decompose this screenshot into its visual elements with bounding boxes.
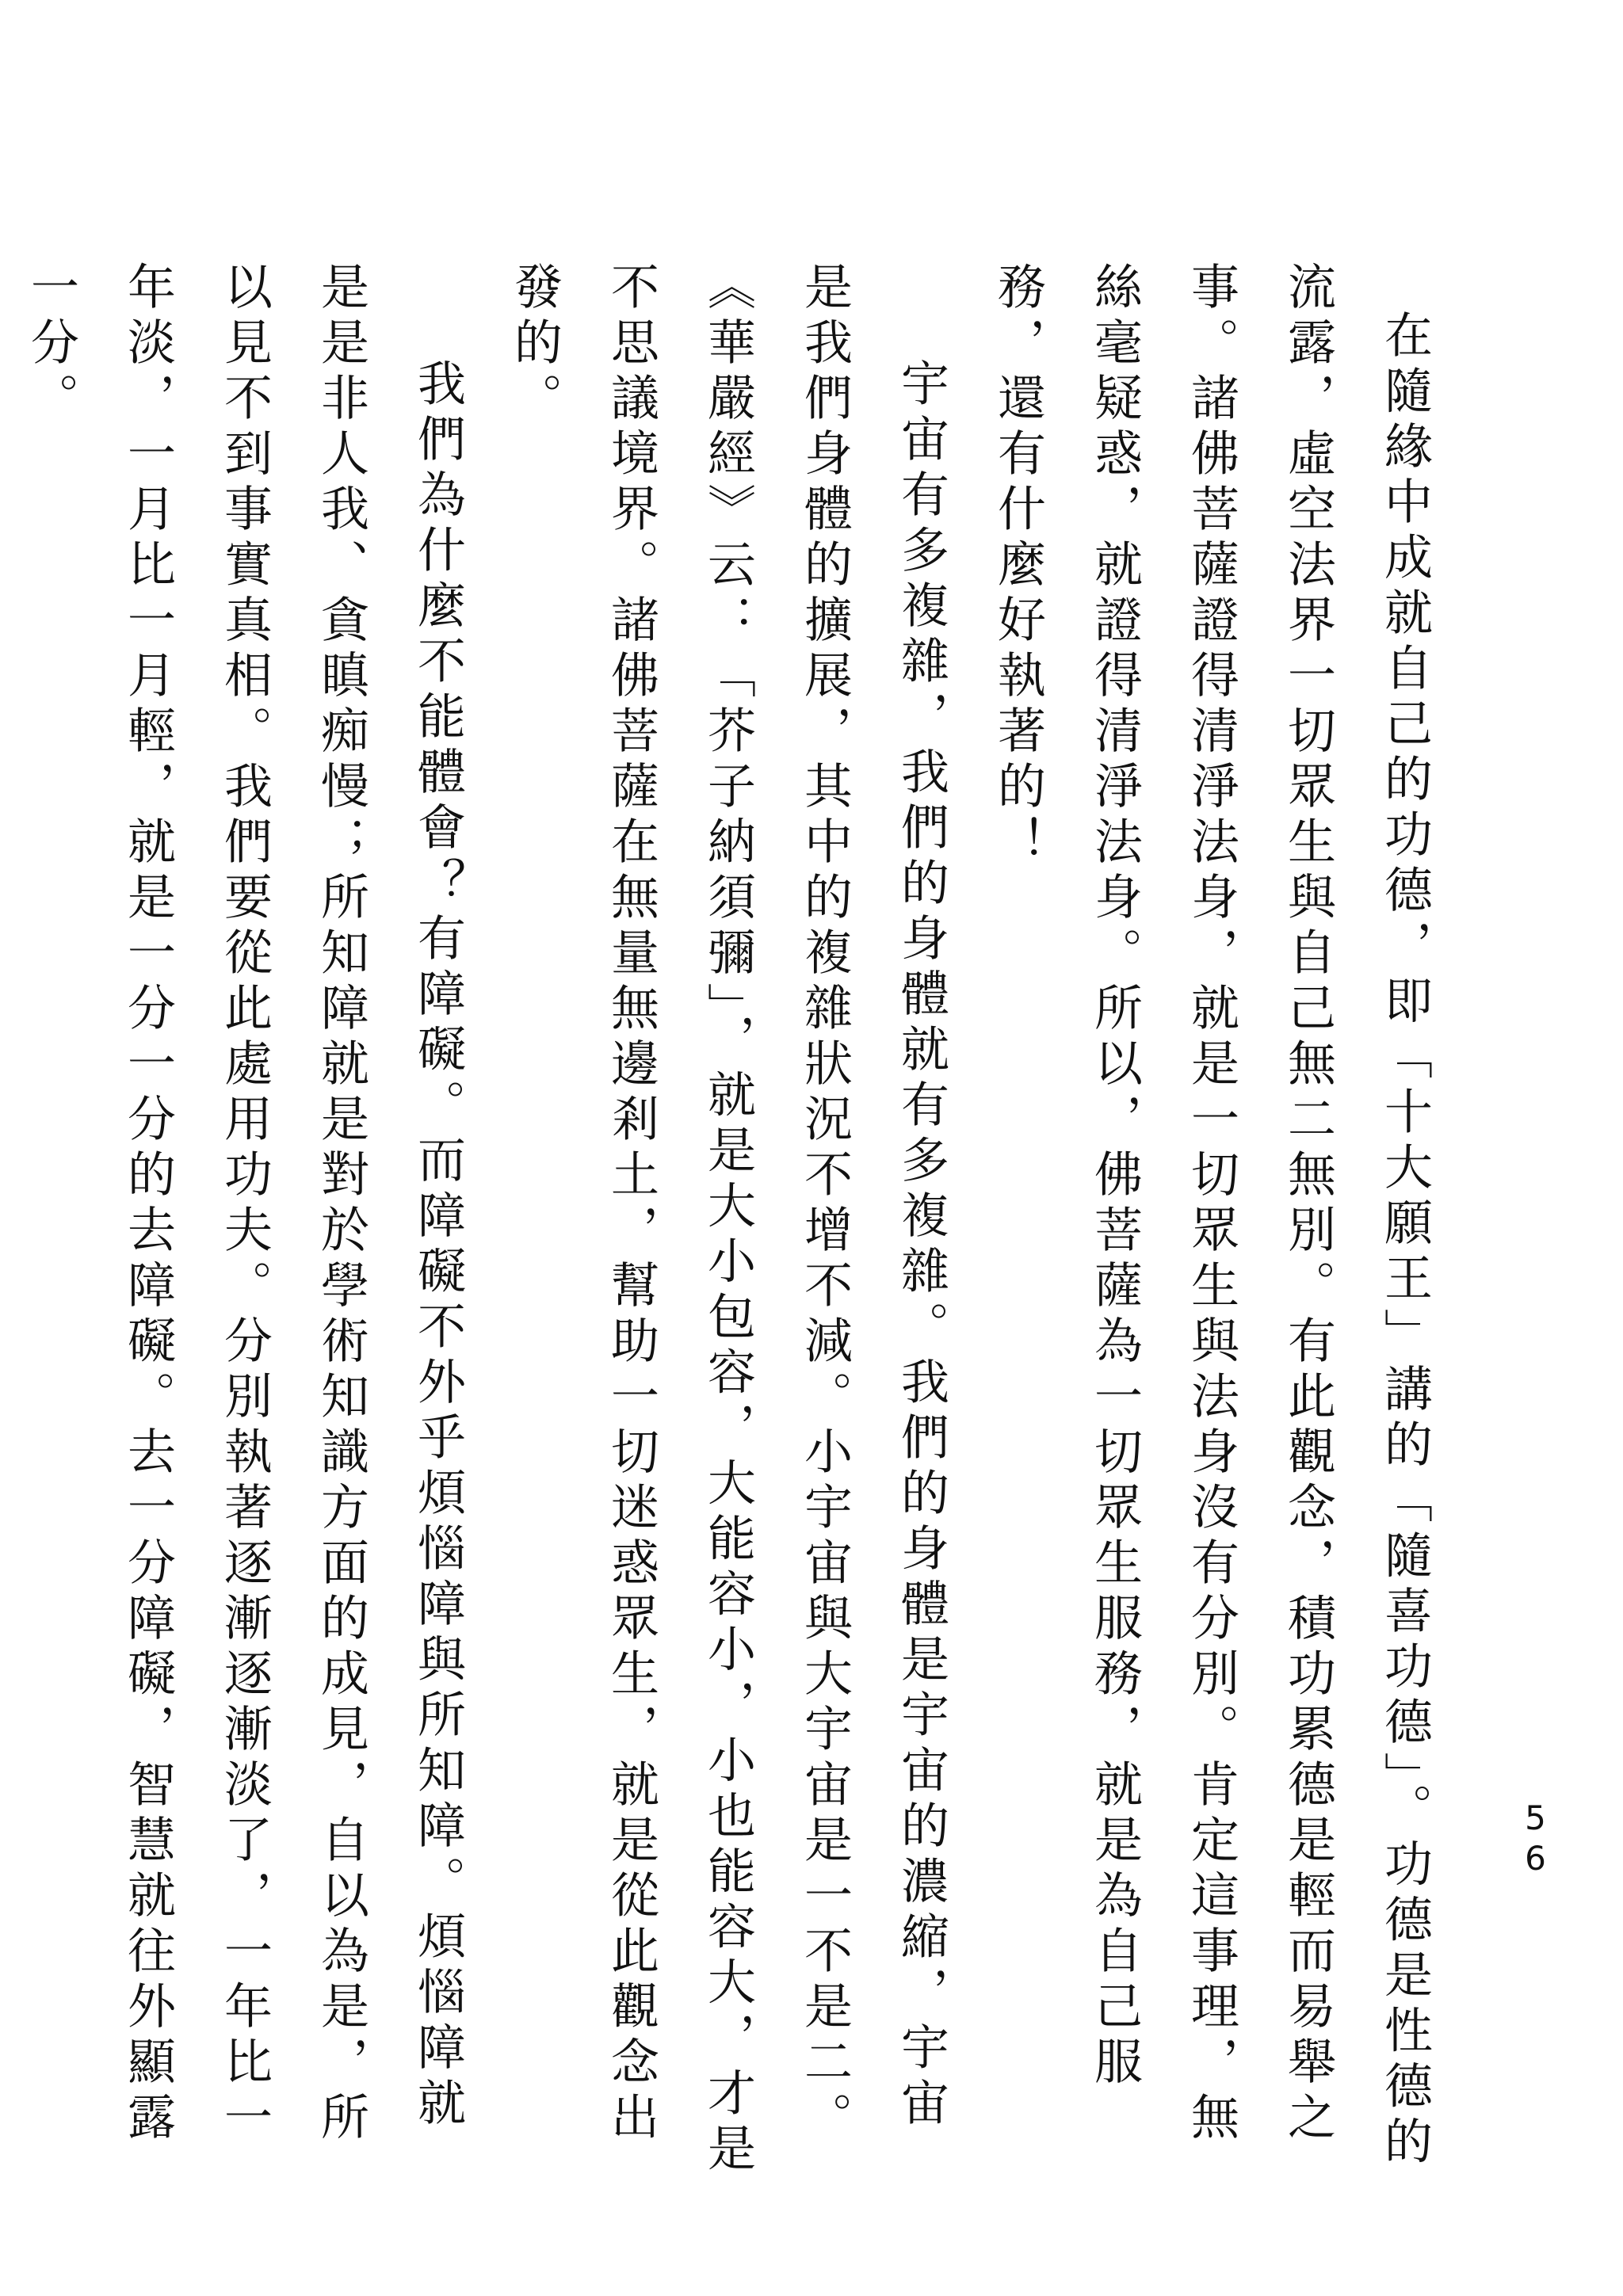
page-number: 56	[1516, 1798, 1555, 1879]
paragraph-4	[0, 261, 2, 2187]
paragraph-2: 宇宙有多複雜，我們的身體就有多複雜。我們的身體是宇宙的濃縮，宇宙是我們身體的擴展，其中的複雜狀況不增不減。小宇宙與大宇宙是一不是二。《華嚴經》云：「芥子納須彌」，就是大小包容，大能容小，小也能容大，才是不思議境界。諸佛菩薩在無量無邊剎土，幫助一切迷惑眾生，就是從此觀念出發的。	[506, 261, 949, 2179]
vertical-text-body	[0, 261, 1453, 2187]
paragraph-1: 在隨緣中成就自己的功德，即「十大願王」講的「隨喜功德」。功德是性德的流露，虛空法界一切眾生與自己無二無別。有此觀念，積功累德是輕而易舉之事。諸佛菩薩證得清淨法身，就是一切眾生與法身沒有分別。肯定這事理，無絲毫疑惑，就證得清淨法身。所以，佛菩薩為一切眾生服務，就是為自己服務，還有什麼好執著的！	[990, 261, 1433, 2172]
paragraph-3: 我們為什麼不能體會？有障礙。而障礙不外乎煩惱障與所知障。煩惱障就是是非人我、貪瞋痴慢；所知障就是對於學術知識方面的成見，自以為是，所以見不到事實真相。我們要從此處用功夫。分別執著逐漸逐漸淡了，一年比一年淡，一月比一月輕，就是一分一分的去障礙。去一分障礙，智慧就往外顯露一分。	[23, 261, 466, 2147]
